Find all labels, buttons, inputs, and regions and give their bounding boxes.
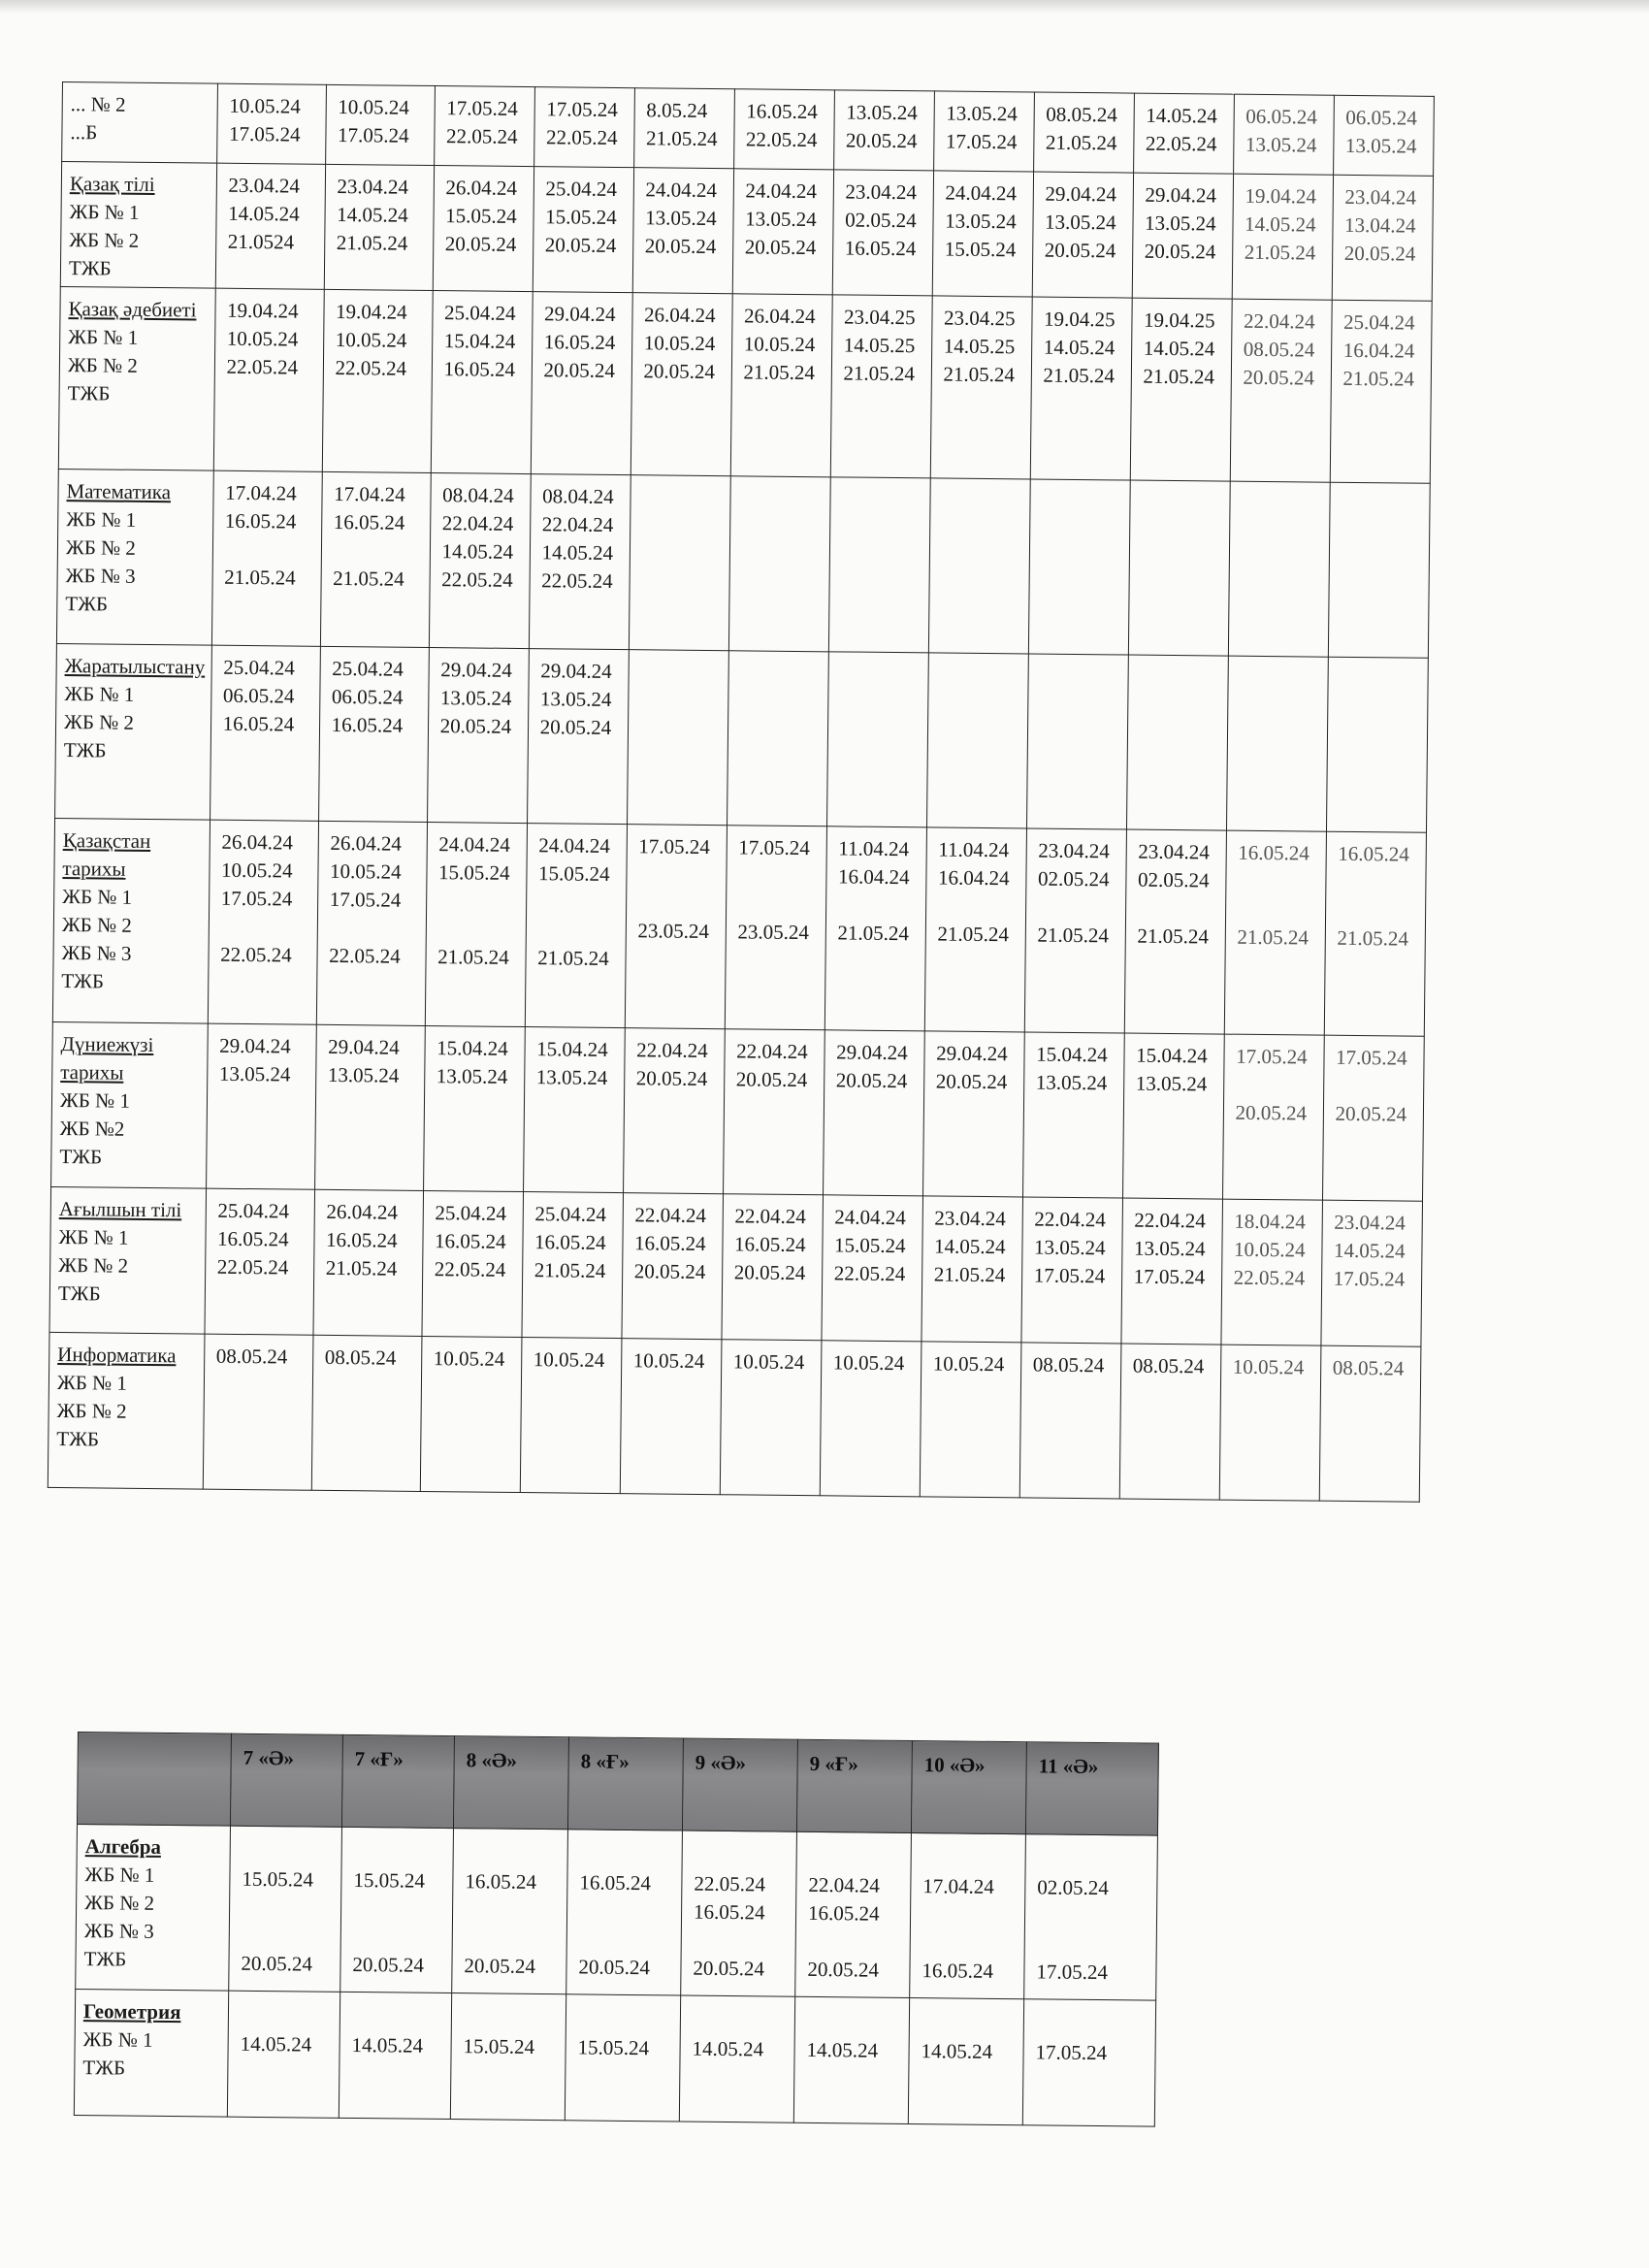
date-cell: 29.04.24 13.05.24 20.05.24 <box>427 647 529 823</box>
date-cell: 26.04.24 10.05.24 21.05.24 <box>730 294 832 477</box>
date-cell: 10.05.24 <box>920 1342 1021 1498</box>
date-cell: 29.04.24 20.05.24 <box>823 1030 924 1196</box>
date-cell: 22.04.24 13.05.24 17.05.24 <box>1021 1197 1123 1344</box>
date-cell <box>629 475 730 651</box>
assessment-label: ЖБ № 1 <box>69 200 140 224</box>
date-cell: 16.05.24 20.05.24 <box>566 1830 683 1995</box>
date-cell: 08.05.24 21.05.24 <box>1033 92 1134 173</box>
subject-cell <box>60 162 216 289</box>
date-cell <box>1228 481 1330 657</box>
date-cell: 22.04.24 20.05.24 <box>723 1029 824 1195</box>
date-cell: 29.04.24 13.05.24 20.05.24 <box>1032 172 1133 298</box>
assessment-label: ТЖБ <box>59 1145 103 1169</box>
date-cell: 08.05.24 <box>1119 1344 1221 1500</box>
date-cell <box>926 653 1028 828</box>
assessment-label: ЖБ № 1 <box>68 325 139 349</box>
subject-cell <box>49 1186 206 1334</box>
subject-cell <box>55 643 211 820</box>
date-cell <box>727 651 828 826</box>
date-cell <box>928 478 1030 654</box>
assessment-label: ЖБ № 3 <box>83 1919 154 1943</box>
table-row <box>62 82 1434 177</box>
date-cell: 06.05.24 13.05.24 <box>1333 95 1434 176</box>
subject-cell <box>58 286 215 470</box>
date-cell: 13.05.24 17.05.24 <box>933 91 1034 172</box>
date-cell: 08.05.24 <box>1019 1343 1121 1499</box>
date-cell: 10.05.24 <box>820 1341 922 1497</box>
scan-edge-shadow <box>0 0 1649 14</box>
date-cell: 26.04.24 10.05.24 20.05.24 <box>630 293 732 476</box>
date-cell: 24.04.24 15.05.24 21.05.24 <box>425 822 527 1026</box>
date-cell: 23.04.24 02.05.24 21.05.24 <box>1024 828 1126 1033</box>
exam-schedule-table-main <box>48 81 1435 1503</box>
subject-name: Математика <box>66 479 172 504</box>
column-header: 8 «Ә» <box>453 1736 568 1830</box>
assessment-label: ЖБ № 1 <box>64 682 135 706</box>
date-cell: 14.05.24 <box>908 1997 1023 2124</box>
date-cell: 17.05.24 <box>1022 1999 1155 2126</box>
date-cell: 10.05.24 17.05.24 <box>216 83 326 164</box>
date-cell: 23.04.25 14.05.25 21.05.24 <box>930 296 1032 479</box>
assessment-label: ТЖБ <box>67 381 111 405</box>
date-cell: 11.04.24 16.04.24 21.05.24 <box>824 826 926 1031</box>
date-cell: 10.05.24 17.05.24 <box>325 84 435 165</box>
date-cell: 26.04.24 10.05.24 17.05.24 22.05.24 <box>208 820 318 1024</box>
assessment-label: ЖБ № 2 <box>84 1891 155 1915</box>
assessment-label: ЖБ №2 <box>59 1117 125 1141</box>
date-cell: 08.05.24 <box>203 1334 313 1490</box>
assessment-label: ЖБ № 2 <box>63 710 135 734</box>
subject-cell <box>52 818 210 1023</box>
assessment-label: ТЖБ <box>82 2056 126 2080</box>
date-cell: 17.05.24 22.05.24 <box>434 86 534 167</box>
date-cell <box>1128 480 1230 656</box>
date-cell <box>1328 482 1430 658</box>
date-cell: 29.04.24 16.05.24 20.05.24 <box>531 292 632 475</box>
table-row <box>55 643 1428 832</box>
assessment-label: ЖБ № 2 <box>67 353 138 377</box>
assessment-label: ЖБ № 1 <box>58 1225 129 1249</box>
table-row <box>48 1332 1420 1502</box>
date-cell <box>826 652 928 827</box>
assessment-label: ЖБ № 2 <box>65 535 137 560</box>
table-row <box>52 818 1426 1036</box>
date-cell: 16.05.24 22.05.24 <box>733 89 834 170</box>
table-row <box>56 469 1429 658</box>
table-row <box>74 1989 1155 2126</box>
date-cell: 23.04.24 02.05.24 21.05.24 <box>1124 829 1226 1034</box>
date-cell: 17.04.24 16.05.24 <box>910 1833 1026 1999</box>
date-cell: 17.05.24 23.05.24 <box>625 825 727 1029</box>
subject-cell <box>56 469 212 645</box>
subject-name: Қазақ тілі <box>69 172 155 197</box>
assessment-label: ... № 2 <box>70 92 126 116</box>
assessment-label: ТЖБ <box>65 592 109 616</box>
assessment-label: ЖБ № 3 <box>65 564 136 588</box>
subject-cell <box>48 1332 204 1489</box>
date-cell: 16.05.24 20.05.24 <box>452 1829 568 1994</box>
date-cell: 08.05.24 <box>311 1335 422 1491</box>
date-cell: 25.04.24 06.05.24 16.05.24 <box>210 645 320 821</box>
column-header: 10 «Ә» <box>911 1741 1026 1834</box>
assessment-label: ТЖБ <box>56 1427 100 1451</box>
date-cell: 29.04.24 13.05.24 <box>206 1023 316 1189</box>
date-cell: 23.04.24 14.05.24 17.05.24 <box>1321 1200 1423 1346</box>
date-cell: 15.04.24 13.05.24 <box>523 1027 625 1193</box>
date-cell <box>828 477 930 653</box>
column-header: 9 «Ғ» <box>796 1739 912 1832</box>
assessment-label: ЖБ № 1 <box>84 1863 155 1887</box>
date-cell: 23.04.24 13.04.24 20.05.24 <box>1332 175 1433 301</box>
date-cell: 23.04.25 14.05.25 21.05.24 <box>830 295 932 478</box>
date-cell: 23.04.24 14.05.24 21.05.24 <box>922 1196 1023 1343</box>
date-cell: 24.04.24 13.05.24 20.05.24 <box>732 169 833 295</box>
date-cell <box>728 476 830 652</box>
date-cell: 17.05.24 20.05.24 <box>1322 1035 1424 1201</box>
date-cell: 08.04.24 22.04.24 14.05.24 22.05.24 <box>429 473 531 649</box>
subject-name: Дүниежүзі тарихы <box>60 1032 154 1085</box>
assessment-label: ТЖБ <box>83 1947 127 1971</box>
date-cell <box>1326 657 1428 832</box>
date-cell: 22.04.24 08.05.24 20.05.24 <box>1230 299 1332 482</box>
subject-name: Жаратылыстану <box>64 654 206 679</box>
date-cell: 19.04.24 10.05.24 22.05.24 <box>322 289 433 472</box>
column-header <box>77 1733 231 1827</box>
subject-name: Қазақ әдебиеті <box>68 297 197 322</box>
date-cell: 22.04.24 16.05.24 20.05.24 <box>622 1193 724 1340</box>
date-cell: 26.04.24 16.05.24 21.05.24 <box>313 1189 424 1336</box>
assessment-label: ЖБ № 1 <box>56 1371 128 1395</box>
table-row <box>58 286 1431 483</box>
column-header: 7 «Ә» <box>230 1733 342 1827</box>
date-cell: 25.04.24 06.05.24 16.05.24 <box>318 646 429 822</box>
date-cell: 17.05.24 23.05.24 <box>725 826 826 1030</box>
date-cell: 25.04.24 15.04.24 16.05.24 <box>431 291 533 474</box>
date-cell: 29.04.24 13.05.24 20.05.24 <box>1132 173 1233 299</box>
date-cell: 24.04.24 15.05.24 21.05.24 <box>525 824 627 1028</box>
date-cell: 19.04.24 14.05.24 21.05.24 <box>1232 174 1333 300</box>
date-cell: 26.04.24 10.05.24 17.05.24 22.05.24 <box>316 821 427 1025</box>
date-cell: 15.05.24 20.05.24 <box>229 1826 342 1992</box>
column-header: 8 «Ғ» <box>567 1737 683 1831</box>
table-row <box>51 1021 1424 1201</box>
date-cell: 10.05.24 <box>420 1336 522 1492</box>
date-cell: 15.05.24 20.05.24 <box>340 1827 454 1993</box>
assessment-label: ЖБ № 2 <box>61 913 132 937</box>
assessment-label: ТЖБ <box>63 738 107 762</box>
date-cell: 19.04.25 14.05.24 21.05.24 <box>1130 298 1232 481</box>
column-header: 11 «Ә» <box>1025 1742 1158 1835</box>
date-cell: 15.05.24 <box>450 1993 566 2121</box>
date-cell: 22.04.24 16.05.24 20.05.24 <box>722 1194 824 1341</box>
date-cell: 15.04.24 13.05.24 <box>423 1025 525 1191</box>
date-cell: 15.04.24 13.05.24 <box>1122 1033 1224 1199</box>
date-cell: 29.04.24 13.05.24 <box>314 1024 425 1190</box>
date-cell: 16.05.24 21.05.24 <box>1324 831 1426 1036</box>
date-cell: 24.04.24 15.05.24 22.05.24 <box>822 1195 923 1342</box>
date-cell: 23.04.24 02.05.24 16.05.24 <box>832 170 933 296</box>
date-cell: 24.04.24 13.05.24 20.05.24 <box>632 168 733 294</box>
date-cell: 23.04.24 14.05.24 21.0524 <box>215 163 325 289</box>
date-cell <box>627 650 728 826</box>
date-cell: 8.05.24 21.05.24 <box>633 88 734 169</box>
subject-cell <box>51 1021 208 1188</box>
date-cell: 10.05.24 <box>520 1338 622 1494</box>
date-cell: 14.05.24 <box>793 1996 909 2123</box>
date-cell: 14.05.24 <box>339 1992 451 2119</box>
date-cell: 25.04.24 16.05.24 21.05.24 <box>522 1192 624 1339</box>
date-cell: 17.04.24 16.05.24 21.05.24 <box>320 471 431 647</box>
date-cell: 14.05.24 <box>227 1991 340 2118</box>
assessment-label: ТЖБ <box>57 1281 101 1306</box>
date-cell <box>1126 655 1228 830</box>
date-cell: 22.05.24 16.05.24 20.05.24 <box>681 1831 797 1996</box>
column-header: 7 «Ғ» <box>341 1734 454 1828</box>
subject-cell <box>62 82 217 164</box>
date-cell: 13.05.24 20.05.24 <box>833 90 934 171</box>
algebra-geometry-table <box>74 1732 1159 2127</box>
date-cell: 29.04.24 20.05.24 <box>922 1031 1024 1197</box>
date-cell: 25.04.24 16.05.24 22.05.24 <box>422 1190 524 1337</box>
date-cell: 17.05.24 20.05.24 <box>1222 1034 1324 1200</box>
date-cell <box>1026 654 1128 829</box>
date-cell: 17.04.24 16.05.24 21.05.24 <box>211 470 322 646</box>
assessment-label: ЖБ № 1 <box>82 2027 153 2052</box>
assessment-label: ЖБ № 2 <box>58 1253 129 1278</box>
date-cell: 23.04.24 14.05.24 21.05.24 <box>324 164 434 290</box>
assessment-label: ...Б <box>70 120 98 145</box>
date-cell: 06.05.24 13.05.24 <box>1233 94 1334 175</box>
date-cell: 08.04.24 22.04.24 14.05.24 22.05.24 <box>529 474 630 650</box>
date-cell: 16.05.24 21.05.24 <box>1224 830 1326 1035</box>
date-cell: 11.04.24 16.04.24 21.05.24 <box>924 827 1026 1032</box>
date-cell <box>1028 479 1130 655</box>
assessment-label: ЖБ № 2 <box>56 1399 127 1423</box>
assessment-label: ЖБ № 1 <box>66 507 137 532</box>
schedule-table <box>48 81 1435 1503</box>
date-cell: 10.05.24 <box>620 1339 722 1495</box>
date-cell: 25.04.24 16.04.24 21.05.24 <box>1330 300 1432 483</box>
date-cell: 24.04.24 13.05.24 15.05.24 <box>932 171 1033 297</box>
subject-name: Геометрия <box>82 1999 181 2025</box>
date-cell: 22.04.24 16.05.24 20.05.24 <box>795 1831 912 1997</box>
table-row <box>76 1825 1158 2001</box>
date-cell: 22.04.24 13.05.24 17.05.24 <box>1121 1198 1223 1345</box>
table-row <box>49 1186 1422 1346</box>
column-header: 9 «Ә» <box>682 1738 797 1831</box>
assessment-label: ЖБ № 1 <box>59 1088 131 1113</box>
date-cell: 10.05.24 <box>1219 1345 1321 1501</box>
date-cell: 22.04.24 20.05.24 <box>623 1028 725 1194</box>
subject-name: Қазақстан тарихы <box>62 828 151 881</box>
date-cell: 19.04.25 14.05.24 21.05.24 <box>1030 297 1132 480</box>
date-cell <box>1226 656 1328 831</box>
date-cell: 02.05.24 17.05.24 <box>1024 1834 1158 2000</box>
date-cell: 17.05.24 22.05.24 <box>534 87 634 168</box>
date-cell: 15.04.24 13.05.24 <box>1022 1032 1124 1198</box>
assessment-label: ЖБ № 2 <box>69 228 140 252</box>
exam-schedule-table-math <box>74 1732 1159 2127</box>
date-cell: 18.04.24 10.05.24 22.05.24 <box>1221 1199 1323 1345</box>
date-cell: 15.05.24 <box>565 1994 680 2122</box>
assessment-label: ТЖБ <box>68 256 112 280</box>
date-cell: 14.05.24 <box>679 1995 794 2122</box>
date-cell: 10.05.24 <box>720 1340 822 1496</box>
assessment-label: ЖБ № 1 <box>62 885 133 909</box>
subject-cell <box>74 1989 228 2117</box>
date-cell: 08.05.24 <box>1319 1345 1421 1502</box>
subject-name: Ағылшын тілі <box>58 1197 182 1222</box>
assessment-label: ЖБ № 3 <box>61 941 132 965</box>
subject-name: Алгебра <box>84 1834 162 1859</box>
assessment-label: ТЖБ <box>61 969 105 993</box>
date-cell: 14.05.24 22.05.24 <box>1133 93 1234 174</box>
subject-name: Информатика <box>57 1343 177 1368</box>
table-row <box>60 162 1433 302</box>
subject-cell <box>76 1825 231 1992</box>
date-cell: 26.04.24 15.05.24 20.05.24 <box>433 166 534 292</box>
date-cell: 19.04.24 10.05.24 22.05.24 <box>213 288 324 471</box>
date-cell: 25.04.24 16.05.24 22.05.24 <box>205 1188 315 1335</box>
date-cell: 29.04.24 13.05.24 20.05.24 <box>527 649 629 825</box>
date-cell: 25.04.24 15.05.24 20.05.24 <box>533 167 633 293</box>
